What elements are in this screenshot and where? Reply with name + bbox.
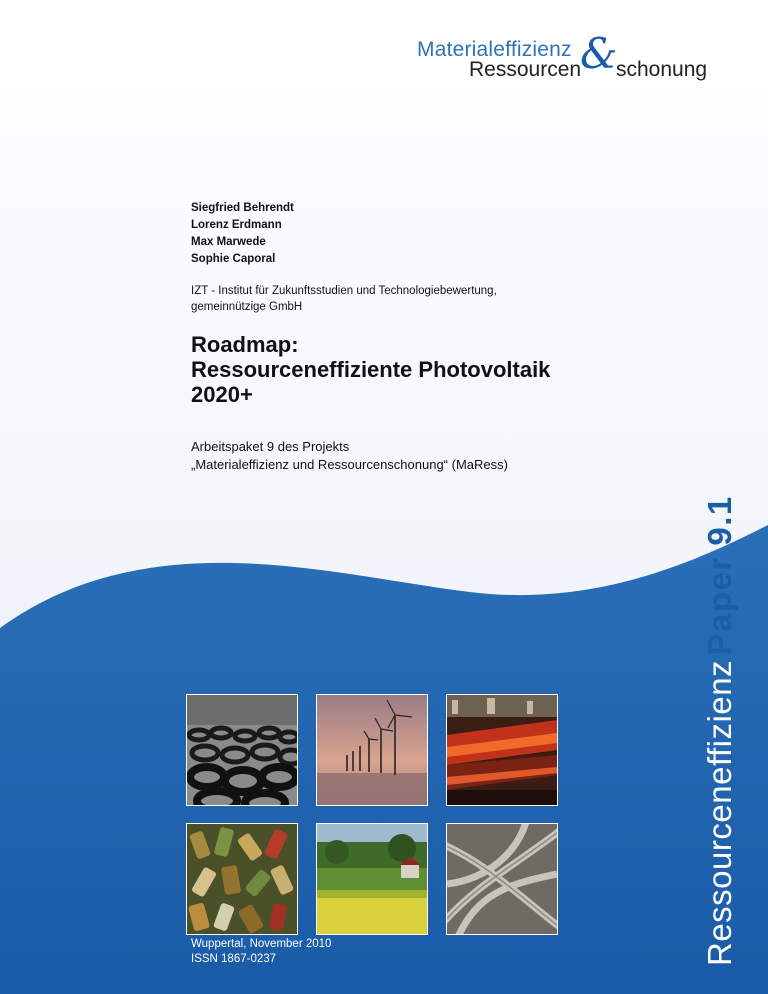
title-line2: Ressourceneffiziente Photovoltaik — [191, 357, 551, 382]
author: Lorenz Erdmann — [191, 219, 282, 231]
materialeffizienz-logo — [417, 29, 737, 88]
place-date: Wuppertal, November 2010 — [191, 938, 332, 950]
institution-line2: gemeinnützige GmbH — [191, 301, 303, 313]
logo-line2-left: Ressourcen — [469, 58, 582, 81]
steel-mill-photo — [446, 694, 558, 806]
logo-ampersand: & — [580, 29, 618, 78]
logo-line1: Materialeffizienz — [417, 38, 572, 61]
series-name: Ressourceneffizienz — [701, 659, 738, 966]
paper-number: Paper 9.1 — [701, 495, 738, 656]
author-list — [191, 200, 294, 268]
institution-line1: IZT - Institut für Zukunftsstudien und Technologiebewertung, — [191, 285, 497, 297]
project-subtitle — [191, 438, 508, 474]
subtitle-line1: Arbeitspaket 9 des Projekts — [191, 439, 350, 454]
document-title — [191, 332, 550, 407]
subtitle-line2: „Materialeffizienz und Ressourcenschonung“ (MaRess) — [191, 457, 508, 472]
bottles-photo — [186, 823, 298, 935]
title-line3: 2020+ — [191, 382, 253, 407]
series-vertical-label — [692, 366, 748, 966]
author: Siegfried Behrendt — [191, 202, 294, 214]
publication-footer — [191, 937, 331, 967]
author: Sophie Caporal — [191, 253, 276, 265]
tires-photo — [186, 694, 298, 806]
countryside-photo — [316, 823, 428, 935]
author: Max Marwede — [191, 236, 266, 248]
wind-turbines-photo — [316, 694, 428, 806]
highway-interchange-photo — [446, 823, 558, 935]
title-line1: Roadmap: — [191, 332, 299, 357]
logo-line2-right: schonung — [616, 58, 708, 81]
institution — [191, 283, 591, 315]
issn: ISSN 1867-0237 — [191, 953, 277, 965]
